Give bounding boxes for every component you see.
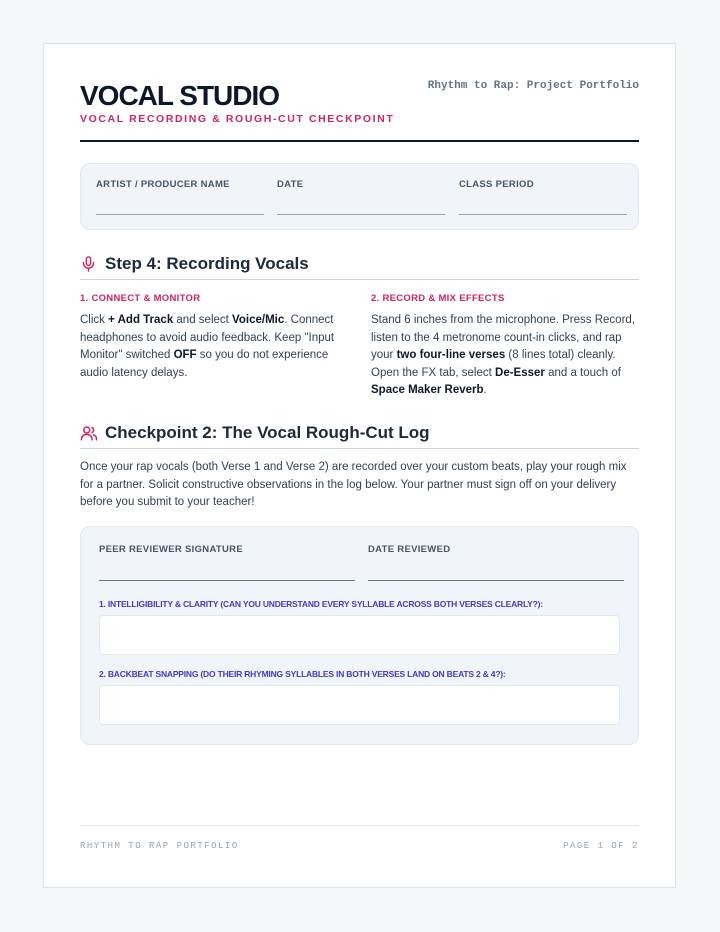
users-icon — [80, 424, 98, 442]
checkpoint2-heading: Checkpoint 2: The Vocal Rough-Cut Log — [105, 423, 430, 442]
checkpoint2-intro: Once your rap vocals (both Verse 1 and Verse 2) are recorded over your custom beats, play your rough mix for a partner. Solicit constructive observations in the log below. Your partner must sign off on your delivery before you submit to your teacher! — [80, 461, 627, 508]
date-field[interactable] — [277, 179, 445, 190]
footer-divider — [80, 825, 639, 826]
rough-cut-log-box — [80, 526, 639, 745]
page-title: VOCAL STUDIO — [80, 80, 280, 111]
microphone-icon — [80, 255, 97, 273]
date-label: DATE — [277, 179, 304, 190]
backbeat-answer-box[interactable] — [99, 685, 620, 725]
backbeat-question: 2. BACKBEAT SNAPPING (DO THEIR RHYMING SYLLABLES IN BOTH VERSES LAND ON BEATS 2 & 4?): — [99, 669, 506, 679]
peer-signature-label: PEER REVIEWER SIGNATURE — [99, 544, 243, 555]
date-line[interactable] — [277, 214, 445, 215]
artist-name-line[interactable] — [96, 214, 264, 215]
peer-signature-line[interactable] — [99, 580, 355, 581]
step4-heading-row — [80, 251, 639, 280]
footer-portfolio-name: RHYTHM TO RAP PORTFOLIO — [80, 841, 239, 851]
record-mix-label: 2. RECORD & MIX EFFECTS — [371, 293, 505, 304]
worksheet-page — [43, 43, 676, 888]
portfolio-tag: Rhythm to Rap: Project Portfolio — [427, 80, 639, 92]
class-period-field[interactable] — [459, 179, 627, 190]
step4-heading: Step 4: Recording Vocals — [105, 254, 309, 273]
footer-page-number: PAGE 1 OF 2 — [563, 841, 639, 851]
page-subtitle: VOCAL RECORDING & ROUGH-CUT CHECKPOINT — [80, 113, 395, 125]
connect-monitor-column — [80, 293, 342, 382]
date-reviewed-label: DATE REVIEWED — [368, 544, 451, 555]
class-period-line[interactable] — [459, 214, 627, 215]
class-period-label: CLASS PERIOD — [459, 179, 534, 190]
intelligibility-answer-box[interactable] — [99, 615, 620, 655]
intelligibility-question: 1. INTELLIGIBILITY & CLARITY (CAN YOU UNDERSTAND EVERY SYLLABLE ACROSS BOTH VERSES CLEARLY?): — [99, 599, 543, 609]
artist-name-label: ARTIST / PRODUCER NAME — [96, 179, 230, 190]
peer-signature-field[interactable] — [99, 544, 355, 555]
record-mix-column — [371, 293, 641, 400]
student-info-box — [80, 163, 639, 230]
connect-monitor-text: Click + Add Track and select Voice/Mic. Connect headphones to avoid audio feedback. Keep "Input Monitor" switched OFF so you do not experience audio latency delays. — [80, 314, 335, 379]
date-reviewed-line[interactable] — [368, 580, 624, 581]
connect-monitor-label: 1. CONNECT & MONITOR — [80, 293, 201, 304]
artist-name-field[interactable] — [96, 179, 264, 190]
date-reviewed-field[interactable] — [368, 544, 624, 555]
page-content — [80, 44, 639, 887]
header-divider — [80, 140, 639, 142]
record-mix-text: Stand 6 inches from the microphone. Press Record, listen to the 4 metronome count-in clicks, and rap your two four-line verses (8 lines total) cleanly. Open the FX tab, select De-Esser and a touch of Space Maker Reverb. — [371, 314, 635, 396]
checkpoint2-heading-row — [80, 420, 639, 449]
